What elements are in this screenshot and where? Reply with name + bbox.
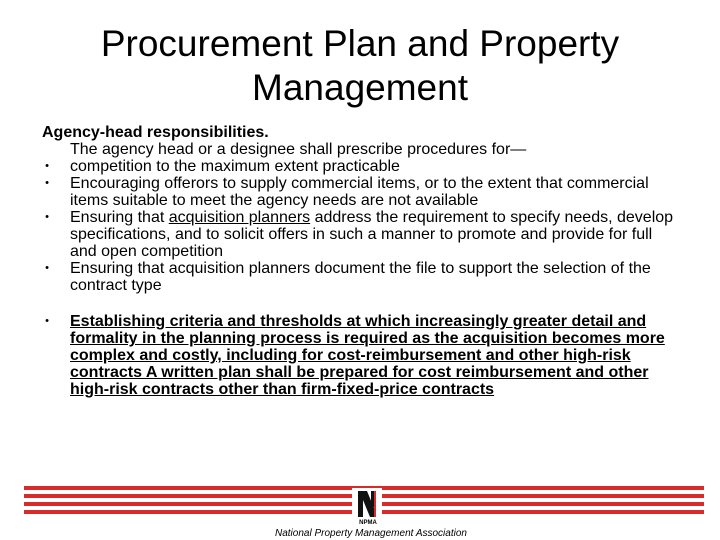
bullet-icon: • xyxy=(45,262,49,274)
slide-body xyxy=(42,124,682,398)
title-line-1: Procurement Plan and Property xyxy=(100,23,620,64)
bullet-icon: • xyxy=(45,315,49,327)
footer-association: National Property Management Association xyxy=(275,528,467,539)
bullet-icon: • xyxy=(45,177,49,189)
slide-title xyxy=(0,22,720,110)
logo-text: NPMA xyxy=(359,520,377,526)
bullet-item-3 xyxy=(42,209,682,260)
bullet-text-post: address the requirement to specify needs, develop specifications, and to solicit offers in such a manner to promote and provide for full and open competition xyxy=(70,209,674,260)
bullet-item-5 xyxy=(42,313,682,398)
title-line-2: Management xyxy=(252,67,468,108)
acquisition-planners-link[interactable]: acquisition planners xyxy=(168,209,311,226)
bullet-icon: • xyxy=(45,211,49,223)
bullet-text-emphasized: Establishing criteria and thresholds at which increasingly greater detail and formality in the planning process is required as the acquisition becomes more complex and costly, including for cost-reimbursement and other high-risk contracts A written plan shall be prepared for cost reimbursement and other high-risk contracts other than firm-fixed-price contracts xyxy=(70,313,665,398)
bullet-text: Ensuring that acquisition planners document the file to support the selection of the contract type xyxy=(70,260,651,294)
bullet-item-4 xyxy=(42,260,682,294)
bullet-text: Encouraging offerors to supply commercial items, or to the extent that commercial items suitable to meet the agency needs are not available xyxy=(70,175,649,209)
bullet-text: competition to the maximum extent practicable xyxy=(70,158,400,175)
npma-logo-icon xyxy=(352,488,382,520)
section-heading: Agency-head responsibilities. xyxy=(42,124,269,141)
intro-text: The agency head or a designee shall prescribe procedures for— xyxy=(70,141,527,158)
bullet-icon: • xyxy=(45,160,49,172)
bullet-item-1 xyxy=(42,158,682,175)
bullet-text-pre: Ensuring that xyxy=(70,209,169,226)
bullet-item-2 xyxy=(42,175,682,209)
